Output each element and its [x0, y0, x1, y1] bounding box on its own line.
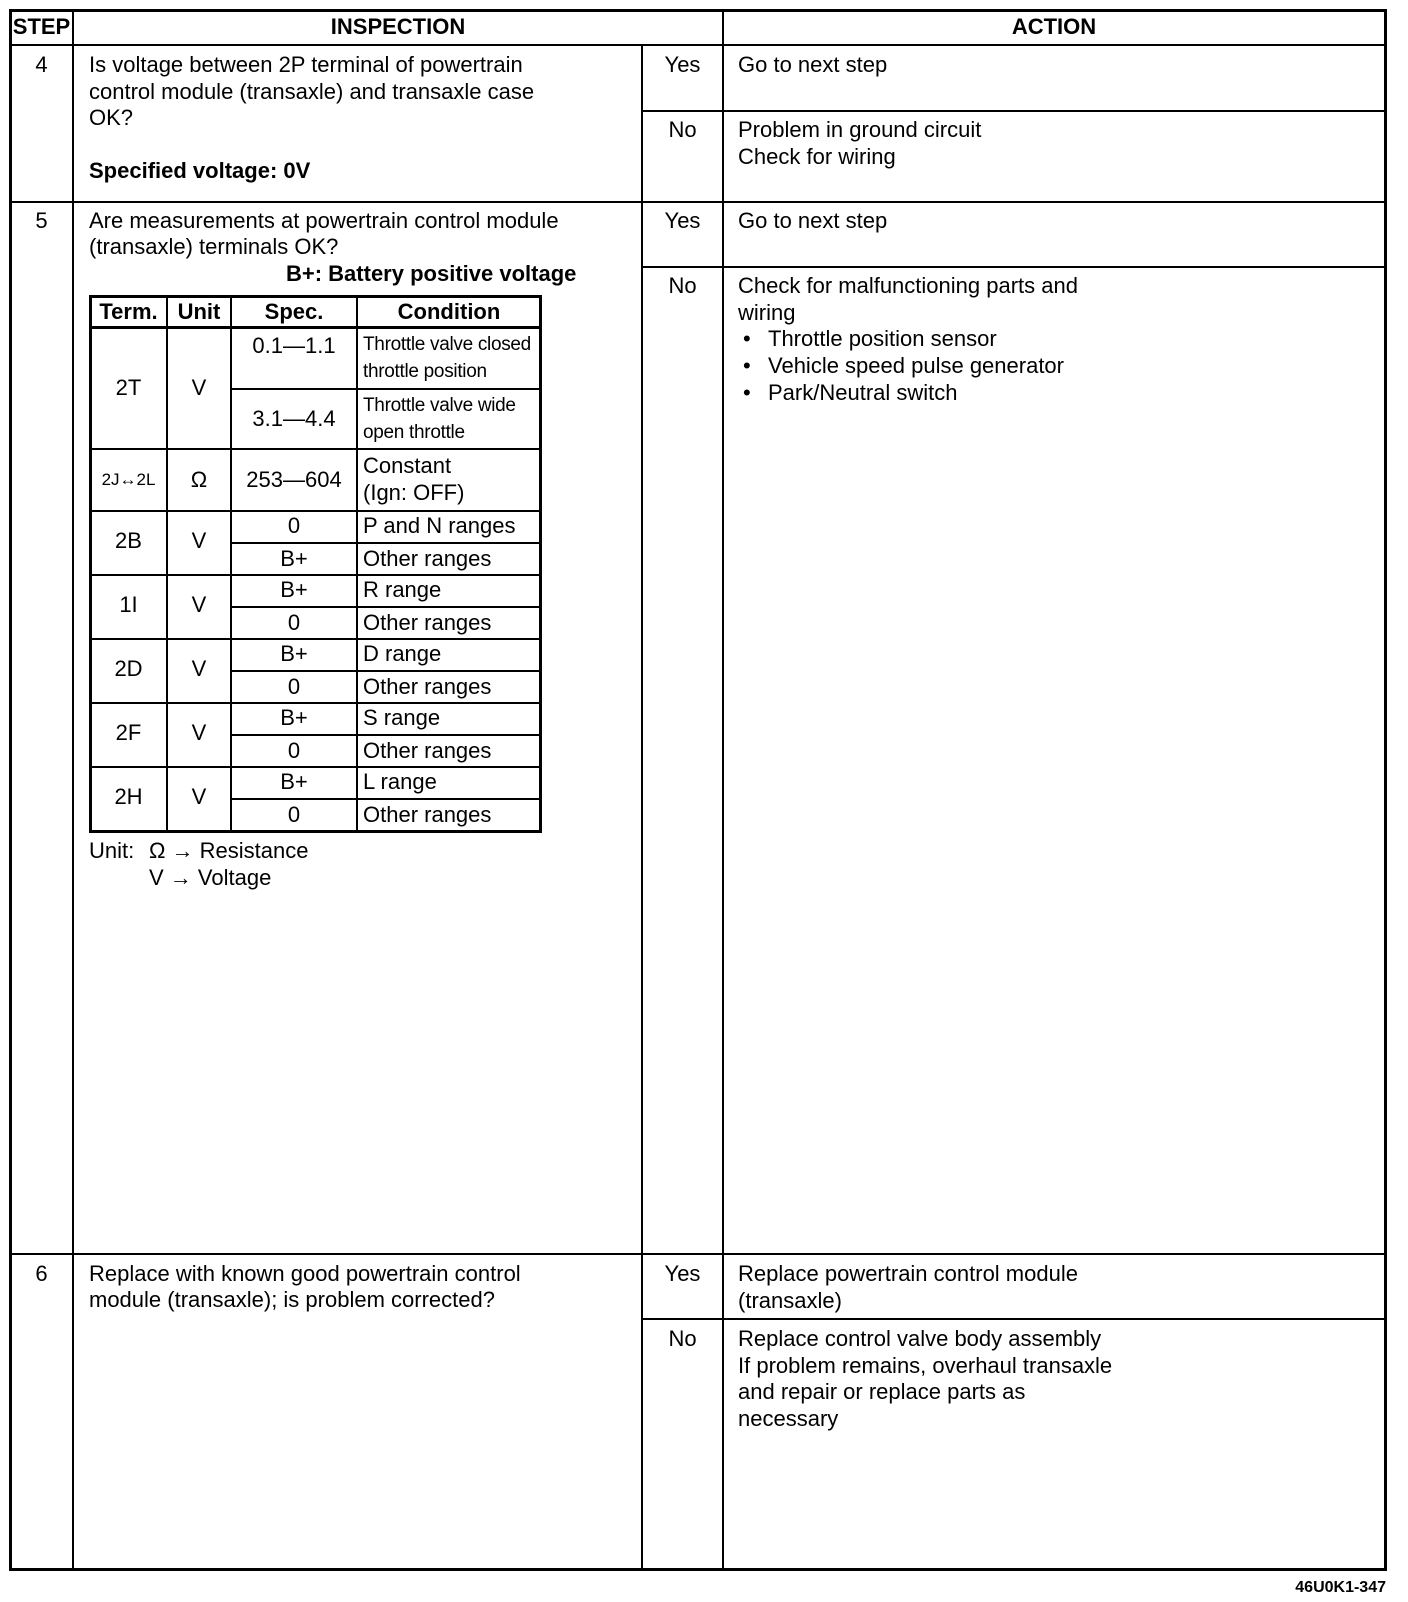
- spec-term: 2J↔2L: [101, 470, 156, 489]
- spec-row-line: [89, 448, 542, 450]
- spec-value: B+: [280, 641, 308, 666]
- no-action: wiring: [738, 300, 796, 325]
- spec-value: B+: [280, 546, 308, 571]
- header-step: STEP: [12, 14, 71, 39]
- bullet-icon: •: [743, 380, 751, 405]
- spec-border-top: [89, 295, 542, 298]
- no-label: No: [668, 117, 697, 142]
- spec-value: 3.1—4.4: [252, 406, 336, 431]
- spec-header-line: [89, 326, 542, 329]
- spec-unit: V: [191, 656, 207, 681]
- spec-row-line: [230, 670, 542, 672]
- inspection-text: OK?: [89, 105, 134, 130]
- inspection-text: Is voltage between 2P terminal of powertrain: [89, 52, 523, 77]
- spec-condition: S range: [363, 705, 441, 730]
- spec-header-spec: Spec.: [264, 299, 324, 324]
- spec-term: 1I: [119, 592, 138, 617]
- no-action: Check for wiring: [738, 144, 896, 169]
- spec-row-line: [89, 702, 542, 704]
- spec-term: 2B: [115, 528, 142, 553]
- yes-label: Yes: [664, 52, 701, 77]
- figure-code: 46U0K1-347: [1295, 1579, 1386, 1596]
- unit-legend-volt: V → Voltage: [149, 865, 272, 890]
- spec-row-line: [230, 606, 542, 608]
- col-divider-step: [72, 9, 74, 1571]
- spec-value: 0: [287, 610, 301, 635]
- spec-unit: V: [191, 375, 207, 400]
- yes-action: Go to next step: [738, 208, 888, 233]
- spec-value: 0.1—1.1: [252, 333, 336, 358]
- unit-legend-label: Unit:: [89, 838, 135, 863]
- yesno-divider-step4: [641, 110, 1387, 112]
- spec-row-line: [89, 638, 542, 640]
- inspection-text: Are measurements at powertrain control module: [89, 208, 559, 233]
- header-action: ACTION: [1011, 14, 1097, 39]
- spec-condition: Other ranges: [363, 738, 492, 763]
- list-item: • Throttle position sensor: [743, 326, 997, 351]
- terminal-spec-table: [89, 295, 542, 833]
- spec-row-line: [89, 510, 542, 512]
- spec-row-line: [89, 766, 542, 768]
- step-number: 6: [35, 1261, 48, 1286]
- specified-voltage: Specified voltage: 0V: [89, 158, 311, 183]
- spec-condition: L range: [363, 769, 437, 794]
- spec-unit: V: [191, 784, 207, 809]
- spec-condition: (Ign: OFF): [363, 480, 465, 505]
- spec-condition: R range: [363, 577, 442, 602]
- spec-value: 253—604: [246, 467, 342, 492]
- spec-value: 0: [287, 802, 301, 827]
- spec-value: 0: [287, 674, 301, 699]
- no-action: If problem remains, overhaul transaxle: [738, 1353, 1113, 1378]
- yes-label: Yes: [664, 1261, 701, 1286]
- spec-condition: Other ranges: [363, 546, 492, 571]
- bplus-note: B+: Battery positive voltage: [286, 261, 577, 286]
- spec-row-line: [230, 542, 542, 544]
- spec-term: 2D: [114, 656, 143, 681]
- spec-term: 2H: [114, 784, 143, 809]
- step-divider-5-6: [9, 1253, 1387, 1255]
- no-action: Replace control valve body assembly: [738, 1326, 1102, 1351]
- spec-value: B+: [280, 705, 308, 730]
- no-action: necessary: [738, 1406, 839, 1431]
- step-number: 5: [35, 208, 48, 233]
- table-border-right: [1384, 9, 1387, 1571]
- spec-condition: Other ranges: [363, 674, 492, 699]
- spec-condition: Throttle valve wide: [363, 395, 516, 416]
- spec-value: 0: [287, 738, 301, 763]
- malfunction-parts-list: [738, 325, 1064, 406]
- spec-term: 2T: [115, 375, 142, 400]
- no-action: Check for malfunctioning parts and: [738, 273, 1078, 298]
- inspection-text: control module (transaxle) and transaxle case: [89, 79, 535, 104]
- step-number: 4: [35, 52, 48, 77]
- header-inspection: INSPECTION: [330, 14, 466, 39]
- yes-action: Replace powertrain control module: [738, 1261, 1078, 1286]
- col-divider-action: [722, 9, 724, 1571]
- spec-condition: Other ranges: [363, 802, 492, 827]
- spec-border-bottom: [89, 830, 542, 833]
- spec-value: 0: [287, 513, 301, 538]
- step-divider-4-5: [9, 201, 1387, 203]
- inspection-text: module (transaxle); is problem corrected?: [89, 1287, 495, 1312]
- spec-header-unit: Unit: [177, 299, 221, 324]
- no-label: No: [668, 1326, 697, 1351]
- spec-condition: throttle position: [363, 361, 487, 382]
- spec-condition: D range: [363, 641, 442, 666]
- spec-condition: open throttle: [363, 422, 465, 443]
- spec-unit: V: [191, 720, 207, 745]
- inspection-text: (transaxle) terminals OK?: [89, 234, 339, 259]
- spec-row-line: [230, 734, 542, 736]
- spec-unit: V: [191, 592, 207, 617]
- spec-row-line: [230, 388, 542, 390]
- table-border-left: [9, 9, 12, 1571]
- spec-term: 2F: [115, 720, 142, 745]
- no-label: No: [668, 273, 697, 298]
- spec-value: B+: [280, 577, 308, 602]
- bullet-icon: •: [743, 326, 751, 351]
- yes-action: (transaxle): [738, 1288, 842, 1313]
- yes-action: Go to next step: [738, 52, 888, 77]
- yes-label: Yes: [664, 208, 701, 233]
- spec-condition: Constant: [363, 453, 452, 478]
- no-action: Problem in ground circuit: [738, 117, 982, 142]
- spec-value: B+: [280, 769, 308, 794]
- spec-unit: V: [191, 528, 207, 553]
- spec-header-term: Term.: [99, 299, 158, 324]
- inspection-text: Replace with known good powertrain control: [89, 1261, 521, 1286]
- table-border-bottom: [9, 1568, 1387, 1571]
- spec-row-line: [230, 798, 542, 800]
- list-item: • Park/Neutral switch: [743, 380, 958, 405]
- spec-condition: P and N ranges: [363, 513, 516, 538]
- unit-legend-ohm: Ω → Resistance: [149, 838, 309, 863]
- no-action: and repair or replace parts as: [738, 1379, 1026, 1404]
- bullet-icon: •: [743, 353, 751, 378]
- spec-header-condition: Condition: [397, 299, 501, 324]
- spec-condition: Other ranges: [363, 610, 492, 635]
- list-item: • Vehicle speed pulse generator: [743, 353, 1064, 378]
- spec-condition: Throttle valve closed: [363, 334, 531, 355]
- spec-border-right: [539, 295, 542, 833]
- spec-unit: Ω: [190, 467, 208, 492]
- yesno-divider-step5: [641, 266, 1387, 268]
- spec-row-line: [89, 574, 542, 576]
- yesno-divider-step6: [641, 1318, 1387, 1320]
